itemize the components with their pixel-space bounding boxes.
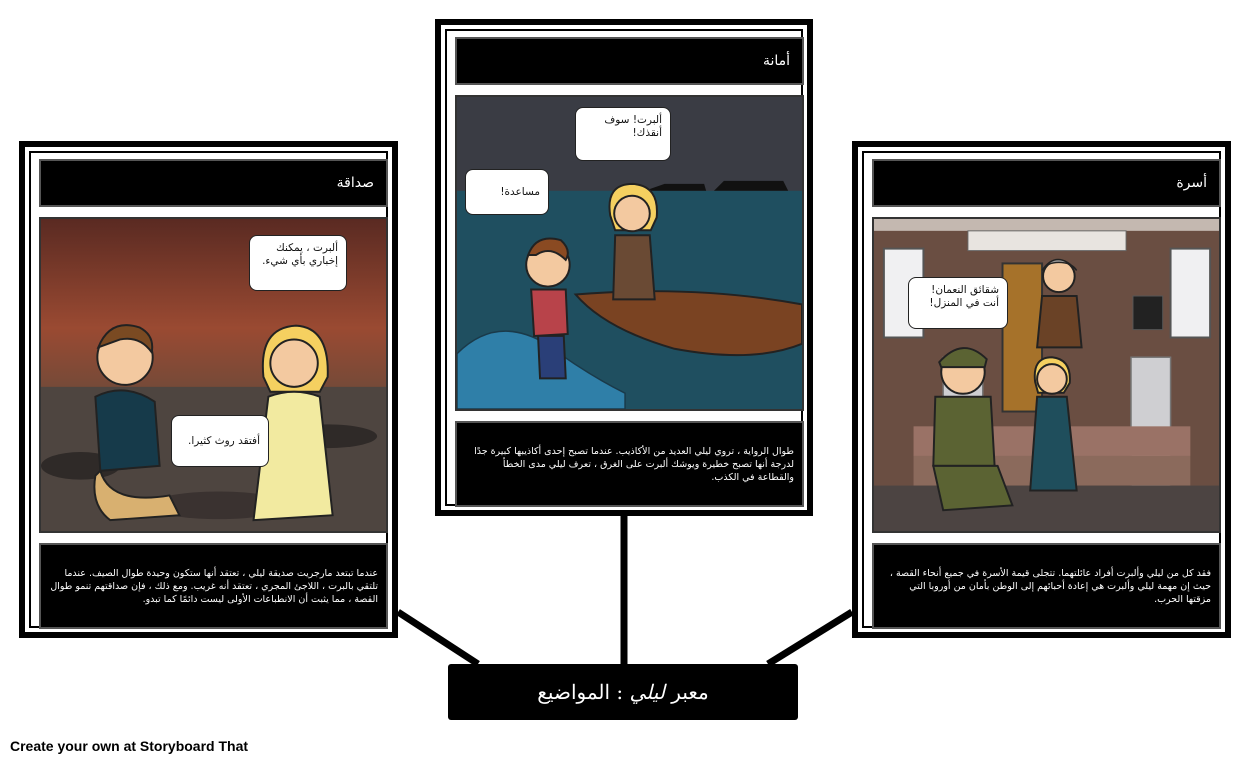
main-title-prefix: معبر [671, 680, 709, 704]
card-friendship [19, 141, 398, 638]
lily-figure [1030, 357, 1076, 490]
lily-in-boat-figure [609, 184, 657, 300]
speech-bubble-albert-tell: ألبرت ، يمكنك إخباري بأي شيء. [249, 235, 347, 291]
card-friendship-description: عندما تبتعد مارجريت صديقة ليلي ، تعتقد أنها ستكون وحيدة طوال الصيف. عندما تلتقي بالبرت ، اللاجئ المجري ، تعتقد أنه غريب. ومع ذلك ، فإن صداقتهم تنمو طوال القصة ، مما يثبت أن الانطباعات الأولى ليست دائمًا كما تبدو. [39, 543, 388, 629]
main-title-emphasis: ليلي [629, 680, 665, 704]
card-honesty [435, 19, 813, 516]
card-family-title: أسرة [872, 159, 1221, 207]
card-honesty-title: أمانة [455, 37, 804, 85]
grandmother-figure [1037, 259, 1081, 347]
main-title-suffix: : المواضيع [537, 680, 630, 704]
homecoming-illustration [874, 219, 1219, 531]
card-honesty-description: طوال الرواية ، تروي ليلي العديد من الأكاذيب. عندما تصبح إحدى أكاذيبها كبيرة جدًا لدرجة أنها تصبح خطيرة ويوشك ألبرت على الغرق ، تعرف ليلي مدى الخطأ والقطاعة في الكذب. [455, 421, 804, 507]
main-title [448, 664, 798, 720]
card-friendship-title: صداقة [39, 159, 388, 207]
speech-bubble-miss-ruth: أفتقد روث كثيرا. [171, 415, 269, 467]
scene-friendship [39, 217, 388, 533]
speech-bubble-albert-save: ألبرت! سوف أنقذك! [575, 107, 671, 161]
scene-honesty [455, 95, 804, 411]
create-your-own-link[interactable]: Create your own at Storyboard That [10, 738, 249, 754]
speech-bubble-anemones: شقائق النعمان! أنت في المنزل! [908, 277, 1008, 329]
card-family [852, 141, 1231, 638]
speech-bubble-help: مساعدة! [465, 169, 549, 215]
card-family-description: فقد كل من ليلي وألبرت أفراد عائلتهما. تتجلى قيمة الأسرة في جميع أنحاء القصة ، حيث إن مهمة ليلي وألبرت هي إعادة أحبائهم إلى الوطن بأمان من أوروبا التي مزقتها الحرب. [872, 543, 1221, 629]
scene-family [872, 217, 1221, 533]
